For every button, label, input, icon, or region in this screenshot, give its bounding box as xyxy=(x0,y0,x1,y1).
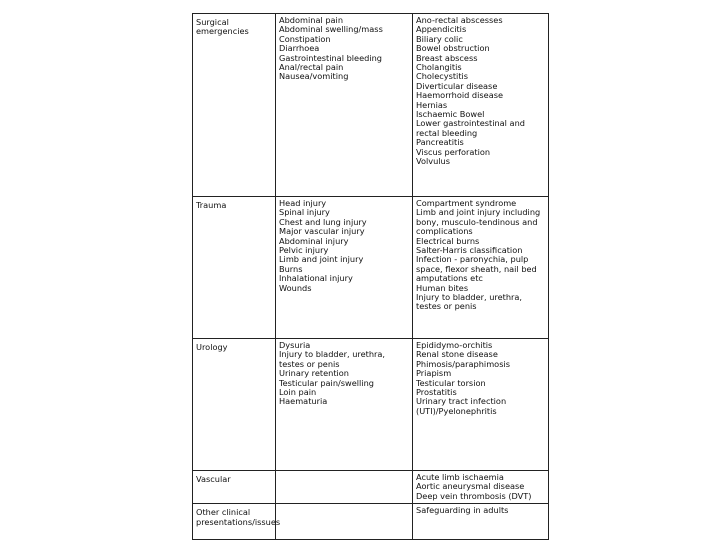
list-item: Gastrointestinal bleeding xyxy=(279,52,382,63)
presentations-cell xyxy=(276,339,413,471)
list-item: Urinary tract infection (UTI)/Pyelonephritis xyxy=(416,396,507,416)
list-item: Epididymo-orchitis xyxy=(416,340,493,350)
list-item: Aortic aneurysmal disease xyxy=(416,481,525,492)
list-item: Lower gastrointestinal and rectal bleeding xyxy=(416,118,525,138)
list-item: Burns xyxy=(279,263,303,274)
category-label: Vascular xyxy=(196,474,231,484)
list-item: Renal stone disease xyxy=(416,349,498,360)
list-item: Testicular pain/swelling xyxy=(279,377,374,388)
conditions-cell xyxy=(413,339,549,471)
list-item: Electrical burns xyxy=(416,235,480,246)
presentations-list xyxy=(279,341,409,407)
table-row-other xyxy=(193,504,549,540)
presentations-list xyxy=(279,16,409,82)
curriculum-table-sheet xyxy=(192,13,548,528)
category-cell xyxy=(193,339,276,471)
list-item: Loin pain xyxy=(279,387,317,398)
list-item: Diverticular disease xyxy=(416,80,498,91)
list-item: Abdominal injury xyxy=(279,235,349,246)
presentations-cell xyxy=(276,471,413,504)
list-item: Abdominal pain xyxy=(279,15,344,25)
presentations-cell xyxy=(276,504,413,540)
category-cell xyxy=(193,471,276,504)
list-item: Anal/rectal pain xyxy=(279,62,344,73)
list-item: Safeguarding in adults xyxy=(416,505,509,516)
list-item: Compartment syndrome xyxy=(416,198,517,208)
list-item: Phimosis/paraphimosis xyxy=(416,358,511,369)
list-item: Spinal injury xyxy=(279,207,330,218)
list-item: Cholangitis xyxy=(416,62,462,73)
list-item: Diarrhoea xyxy=(279,43,320,54)
conditions-cell xyxy=(413,504,549,540)
category-label: presentations/issues xyxy=(196,516,281,527)
table-row-surgical xyxy=(193,14,549,197)
category-cell xyxy=(193,14,276,197)
list-item: Acute limb ischaemia xyxy=(416,472,504,482)
conditions-cell xyxy=(413,14,549,197)
list-item: Abdominal swelling/mass xyxy=(279,24,383,35)
list-item: Limb and joint injury including bony, musculo-tendinous and complications xyxy=(416,207,541,237)
list-item: Constipation xyxy=(279,33,331,44)
category-label: Surgical xyxy=(196,17,229,27)
category-label: emergencies xyxy=(196,26,249,37)
list-item: Chest and lung injury xyxy=(279,216,367,227)
list-item: Appendicitis xyxy=(416,24,467,35)
list-item: Bowel obstruction xyxy=(416,43,490,54)
list-item: Salter-Harris classification xyxy=(416,245,523,256)
list-item: Deep vein thrombosis (DVT) xyxy=(416,490,532,501)
list-item: Priapism xyxy=(416,368,452,379)
category-label: Other clinical xyxy=(196,507,251,518)
list-item: Cholecystitis xyxy=(416,71,469,82)
conditions-list xyxy=(416,341,545,416)
list-item: Hernias xyxy=(416,99,448,110)
table-row-trauma xyxy=(193,197,549,339)
conditions-list xyxy=(416,16,545,167)
category-label: Urology xyxy=(196,342,228,352)
presentations-cell xyxy=(276,197,413,339)
list-item: Limb and joint injury xyxy=(279,254,364,265)
conditions-cell xyxy=(413,197,549,339)
list-item: Urinary retention xyxy=(279,368,349,379)
category-cell xyxy=(193,197,276,339)
list-item: Pancreatitis xyxy=(416,137,464,148)
category-cell xyxy=(193,504,281,540)
list-item: Breast abscess xyxy=(416,52,478,63)
curriculum-table xyxy=(192,13,549,540)
presentations-list xyxy=(279,199,409,293)
list-item: Prostatitis xyxy=(416,387,457,398)
list-item: Injury to bladder, urethra, testes or penis xyxy=(416,292,522,312)
conditions-list xyxy=(416,199,545,312)
list-item: Pelvic injury xyxy=(279,245,329,256)
list-item: Haematuria xyxy=(279,396,328,407)
conditions-cell xyxy=(413,471,549,504)
list-item: Biliary colic xyxy=(416,33,463,44)
list-item: Head injury xyxy=(279,198,327,208)
list-item: Wounds xyxy=(279,282,312,293)
list-item: Injury to bladder, urethra, testes or penis xyxy=(279,349,385,369)
list-item: Inhalational injury xyxy=(279,273,353,284)
list-item: Testicular torsion xyxy=(416,377,486,388)
list-item: Dysuria xyxy=(279,340,311,350)
list-item: Ischaemic Bowel xyxy=(416,109,485,120)
list-item: Viscus perforation xyxy=(416,146,491,157)
conditions-list xyxy=(416,506,545,515)
list-item: Ano-rectal abscesses xyxy=(416,15,503,25)
list-item: Infection - paronychia, pulp space, flexor sheath, nail bed amputations etc xyxy=(416,254,537,284)
list-item: Nausea/vomiting xyxy=(279,71,349,82)
list-item: Haemorrhoid disease xyxy=(416,90,504,101)
presentations-cell xyxy=(276,14,413,197)
category-label: Trauma xyxy=(196,200,227,210)
conditions-list xyxy=(416,473,545,501)
list-item: Human bites xyxy=(416,282,469,293)
table-row-urology xyxy=(193,339,549,471)
table-row-vascular xyxy=(193,471,549,504)
list-item: Volvulus xyxy=(416,156,451,167)
list-item: Major vascular injury xyxy=(279,226,365,237)
